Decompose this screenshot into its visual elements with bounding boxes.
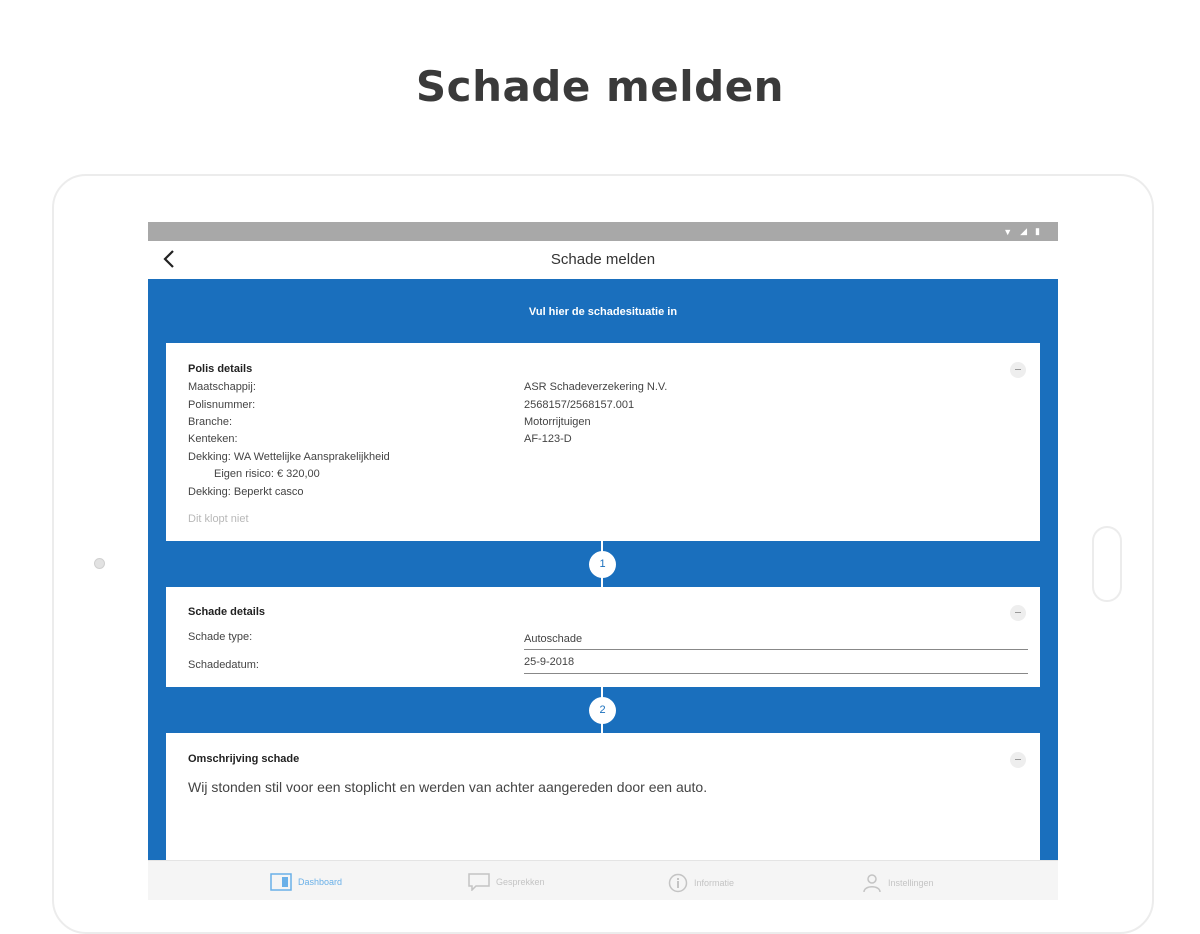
polis-details-card: Polis details Maatschappij: ASR Schadeverzekering N.V. Polisnummer: 2568157/2568157.001 Branche: Motorrijtuigen Kenteken: AF-123-D Dekking: WA Wettelijke Aansprakelijkheid Eigen risico: € 320,00 Dekking: Beperkt casco Dit klopt niet	[166, 343, 1040, 541]
schade-details-title: Schade details	[188, 606, 266, 618]
nav-informatie[interactable]: Informatie	[668, 873, 734, 893]
damage-date-input[interactable]: 25-9-2018	[524, 656, 575, 668]
wifi-icon: ▼	[1003, 226, 1013, 237]
collapse-icon[interactable]	[1010, 752, 1026, 768]
info-icon	[668, 873, 688, 893]
bottom-navigation	[148, 860, 1058, 900]
damage-type-underline	[524, 649, 1028, 650]
nav-gesprekken[interactable]: Gesprekken	[468, 873, 545, 891]
polis-details-title: Polis details	[188, 363, 253, 375]
collapse-icon[interactable]	[1010, 605, 1026, 621]
step-indicator-2: 2	[589, 697, 616, 724]
instruction-banner: Vul hier de schadesituatie in	[528, 306, 678, 318]
damage-type-select[interactable]: Autoschade	[524, 633, 583, 645]
collapse-icon[interactable]	[1010, 362, 1026, 378]
app-bar	[148, 241, 1058, 279]
incorrect-link[interactable]: Dit klopt niet	[188, 513, 249, 525]
tablet-camera	[94, 558, 105, 569]
coverage-casco: Dekking: Beperkt casco	[188, 486, 304, 498]
own-risk: Eigen risico: € 320,00	[214, 468, 320, 480]
omschrijving-title: Omschrijving schade	[188, 753, 300, 765]
damage-date-underline	[524, 673, 1028, 674]
signal-icon: ◢	[1020, 226, 1028, 236]
damage-description-textarea[interactable]: Wij stonden stil voor een stoplicht en werden van achter aangereden door een auto.	[188, 779, 708, 795]
omschrijving-card	[166, 733, 1040, 873]
user-icon	[862, 873, 882, 893]
battery-icon: ▮	[1035, 226, 1040, 236]
nav-instellingen[interactable]: Instellingen	[862, 873, 934, 893]
dashboard-icon	[270, 873, 292, 891]
app-screen	[148, 222, 1058, 900]
chat-icon	[468, 873, 490, 891]
coverage-wa: Dekking: WA Wettelijke Aansprakelijkheid	[188, 451, 390, 463]
nav-dashboard[interactable]: Dashboard	[270, 873, 342, 891]
app-bar-title: Schade melden	[550, 251, 656, 268]
step-indicator-1: 1	[589, 551, 616, 578]
page-headline: Schade melden	[415, 62, 785, 111]
schade-details-card: Schade details Schade type: Autoschade Schadedatum: 25-9-2018	[166, 587, 1040, 687]
status-bar	[148, 222, 1058, 241]
tablet-home-button	[1092, 526, 1122, 602]
